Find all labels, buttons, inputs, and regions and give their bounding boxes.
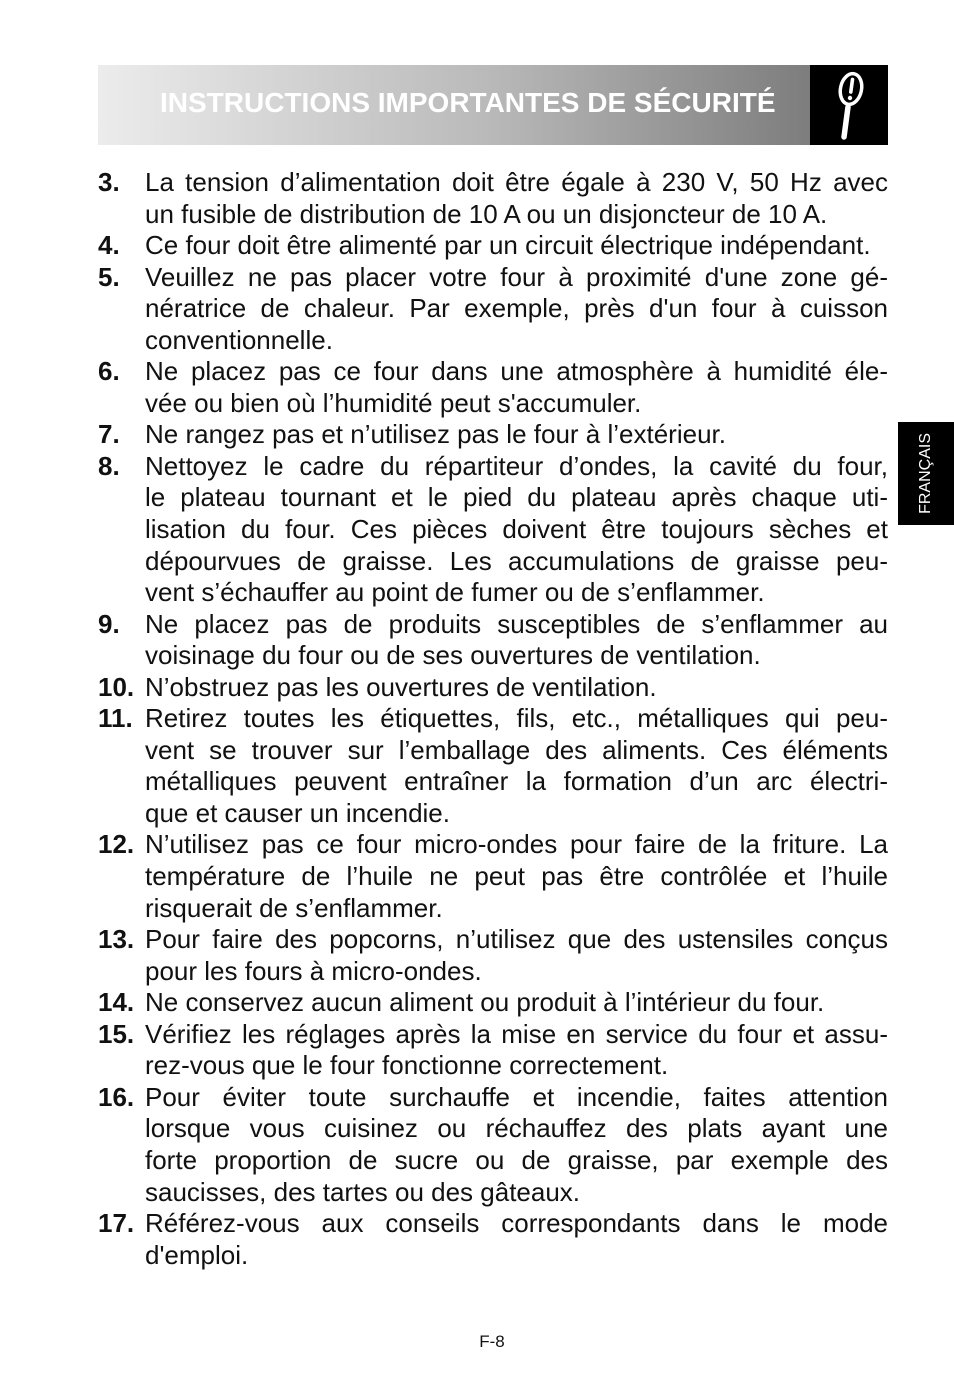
item-number: 8. bbox=[98, 450, 120, 481]
item-text-line bbox=[145, 546, 888, 578]
item-text-line-content: Nettoyez le cadre du répartiteur d’ondes, la cavité du four, bbox=[145, 450, 888, 481]
item-text-line bbox=[145, 199, 888, 231]
item-text-line bbox=[145, 577, 888, 609]
item-text bbox=[145, 419, 888, 451]
item-text bbox=[145, 1019, 888, 1082]
item-text-line-content: lisation du four. Ces pièces doivent être toujours sèches et bbox=[145, 514, 888, 545]
item-number: 12. bbox=[98, 829, 135, 860]
item-text-line-content: forte proportion de sucre ou de graisse, par exemple des bbox=[145, 1144, 888, 1175]
item-text bbox=[145, 262, 888, 357]
item-number: 6. bbox=[98, 356, 120, 387]
item-text-line-content: dépourvues de graisse. Les accumulations de graisse peu- bbox=[145, 545, 888, 576]
item-text-line bbox=[145, 1145, 888, 1177]
item-text-line-content: un fusible de distribution de 10 A ou un disjoncteur de 10 A. bbox=[145, 198, 828, 229]
item-text-line-content: saucisses, des tartes ou des gâteaux. bbox=[145, 1176, 581, 1207]
item-text-line-content: d'emploi. bbox=[145, 1239, 249, 1270]
item-number: 7. bbox=[98, 419, 120, 450]
list-item bbox=[98, 924, 888, 987]
item-text-line bbox=[145, 262, 888, 294]
item-text-line bbox=[145, 482, 888, 514]
item-number: 5. bbox=[98, 261, 120, 292]
list-item bbox=[98, 230, 888, 262]
item-text-line-content: lorsque vous cuisinez ou réchauffez des plats ayant une bbox=[145, 1113, 888, 1144]
item-text bbox=[145, 1208, 888, 1271]
item-text-line-content: le plateau tournant et le pied du plateau après chaque uti- bbox=[145, 482, 888, 513]
item-text-line bbox=[145, 388, 888, 420]
list-item bbox=[98, 987, 888, 1019]
item-text-line bbox=[145, 640, 888, 672]
item-text bbox=[145, 167, 888, 230]
item-text-line-content: Vérifiez les réglages après la mise en service du four et assu- bbox=[145, 1018, 888, 1049]
item-text-line bbox=[145, 1019, 888, 1051]
item-text-line bbox=[145, 356, 888, 388]
item-text-line bbox=[145, 514, 888, 546]
item-text-line-content: voisinage du four ou de ses ouvertures de ventilation. bbox=[145, 640, 761, 671]
item-text-line-content: Ne rangez pas et n’utilisez pas le four à l’extérieur. bbox=[145, 419, 726, 450]
item-text-line-content: Retirez toutes les étiquettes, fils, etc., métalliques qui peu- bbox=[145, 703, 888, 734]
item-number: 4. bbox=[98, 230, 120, 261]
item-text bbox=[145, 703, 888, 829]
warning-icon-box bbox=[810, 65, 888, 145]
item-text-line bbox=[145, 703, 888, 735]
item-number: 13. bbox=[98, 924, 135, 955]
warning-exclamation-icon bbox=[810, 65, 888, 145]
list-item bbox=[98, 829, 888, 924]
item-number: 9. bbox=[98, 608, 120, 639]
item-text-line-content: vent s’échauffer au point de fumer ou de s’enflammer. bbox=[145, 577, 765, 608]
item-text-line bbox=[145, 861, 888, 893]
item-number: 15. bbox=[98, 1018, 135, 1049]
item-text-line bbox=[145, 1240, 888, 1272]
list-item bbox=[98, 703, 888, 829]
item-number: 3. bbox=[98, 167, 120, 197]
item-text-line bbox=[145, 798, 888, 830]
list-item bbox=[98, 1082, 888, 1208]
item-text-line-content: La tension d’alimentation doit être égale à 230 V, 50 Hz avec bbox=[145, 167, 888, 197]
item-text-line-content: vent se trouver sur l’emballage des aliments. Ces éléments bbox=[145, 734, 888, 765]
item-text-line-content: Référez-vous aux conseils correspondants dans le mode bbox=[145, 1208, 888, 1239]
item-text-line-content: N’utilisez pas ce four micro-ondes pour faire de la friture. La bbox=[145, 829, 888, 860]
item-number: 14. bbox=[98, 987, 135, 1018]
item-text bbox=[145, 609, 888, 672]
list-item bbox=[98, 672, 888, 704]
item-text-line-content: risquerait de s’enflammer. bbox=[145, 892, 443, 923]
item-text-line-content: Ce four doit être alimenté par un circuit électrique indépendant. bbox=[145, 230, 871, 261]
item-text-line-content: N’obstruez pas les ouvertures de ventilation. bbox=[145, 671, 657, 702]
item-number: 11. bbox=[98, 703, 133, 734]
item-text-line bbox=[145, 1177, 888, 1209]
item-text-line bbox=[145, 829, 888, 861]
item-text-line-content: métalliques peuvent entraîner la formation d’un arc électri- bbox=[145, 766, 888, 797]
item-text-line bbox=[145, 1208, 888, 1240]
item-number: 17. bbox=[98, 1208, 135, 1239]
item-text-line-content: vée ou bien où l’humidité peut s'accumuler. bbox=[145, 387, 642, 418]
page-number: F-8 bbox=[479, 1332, 505, 1351]
list-item bbox=[98, 451, 888, 609]
item-text-line-content: pour les fours à micro-ondes. bbox=[145, 955, 482, 986]
item-text-line-content: conventionnelle. bbox=[145, 324, 333, 355]
item-text bbox=[145, 924, 888, 987]
item-text bbox=[145, 672, 888, 704]
item-text-line bbox=[145, 167, 888, 199]
language-tab-label: FRANÇAIS bbox=[917, 433, 934, 514]
list-item bbox=[98, 262, 888, 357]
item-text-line-content: nératrice de chaleur. Par exemple, près d'un four à cuisson bbox=[145, 293, 888, 324]
list-item bbox=[98, 609, 888, 672]
item-text-line bbox=[145, 230, 888, 262]
header-band bbox=[98, 65, 810, 145]
list-item bbox=[98, 419, 888, 451]
item-text-line bbox=[145, 1082, 888, 1114]
item-text-line bbox=[145, 1113, 888, 1145]
item-text-line-content: température de l’huile ne peut pas être contrôlée et l’huile bbox=[145, 861, 888, 892]
page-title: INSTRUCTIONS IMPORTANTES DE SÉCURITÉ bbox=[160, 87, 776, 118]
item-text-line bbox=[145, 893, 888, 925]
item-text bbox=[145, 987, 888, 1019]
list-item bbox=[98, 356, 888, 419]
item-text-line-content: Veuillez ne pas placer votre four à proximité d'une zone gé- bbox=[145, 261, 888, 292]
item-text-line bbox=[145, 956, 888, 988]
item-text-line bbox=[145, 609, 888, 641]
page-title-box bbox=[160, 85, 790, 121]
item-text-line bbox=[145, 766, 888, 798]
item-text-line bbox=[145, 735, 888, 767]
item-text-line-content: Ne placez pas de produits susceptibles de s’enflammer au bbox=[145, 608, 888, 639]
item-text-line bbox=[145, 419, 888, 451]
item-number: 16. bbox=[98, 1081, 135, 1112]
item-text-line-content: Ne placez pas ce four dans une atmosphère à humidité éle- bbox=[145, 356, 888, 387]
item-text-line bbox=[145, 987, 888, 1019]
list-item bbox=[98, 167, 888, 230]
list-item bbox=[98, 1208, 888, 1271]
item-text bbox=[145, 829, 888, 924]
item-text-line-content: que et causer un incendie. bbox=[145, 797, 450, 828]
item-text-line bbox=[145, 325, 888, 357]
item-number: 10. bbox=[98, 671, 135, 702]
language-tab bbox=[898, 422, 954, 525]
item-text bbox=[145, 1082, 888, 1208]
item-text-line bbox=[145, 293, 888, 325]
item-text-line bbox=[145, 672, 888, 704]
item-text bbox=[145, 451, 888, 609]
item-text-line-content: Ne conservez aucun aliment ou produit à l’intérieur du four. bbox=[145, 987, 825, 1018]
item-text bbox=[145, 356, 888, 419]
item-text-line bbox=[145, 1050, 888, 1082]
item-text bbox=[145, 230, 888, 262]
item-text-line-content: rez-vous que le four fonctionne correctement. bbox=[145, 1050, 669, 1081]
item-text-line-content: Pour faire des popcorns, n’utilisez que des ustensiles conçus bbox=[145, 924, 888, 955]
list-item bbox=[98, 1019, 888, 1082]
safety-list bbox=[98, 167, 888, 1271]
item-text-line bbox=[145, 924, 888, 956]
item-text-line bbox=[145, 451, 888, 483]
item-text-line-content: Pour éviter toute surchauffe et incendie, faites attention bbox=[145, 1081, 888, 1112]
